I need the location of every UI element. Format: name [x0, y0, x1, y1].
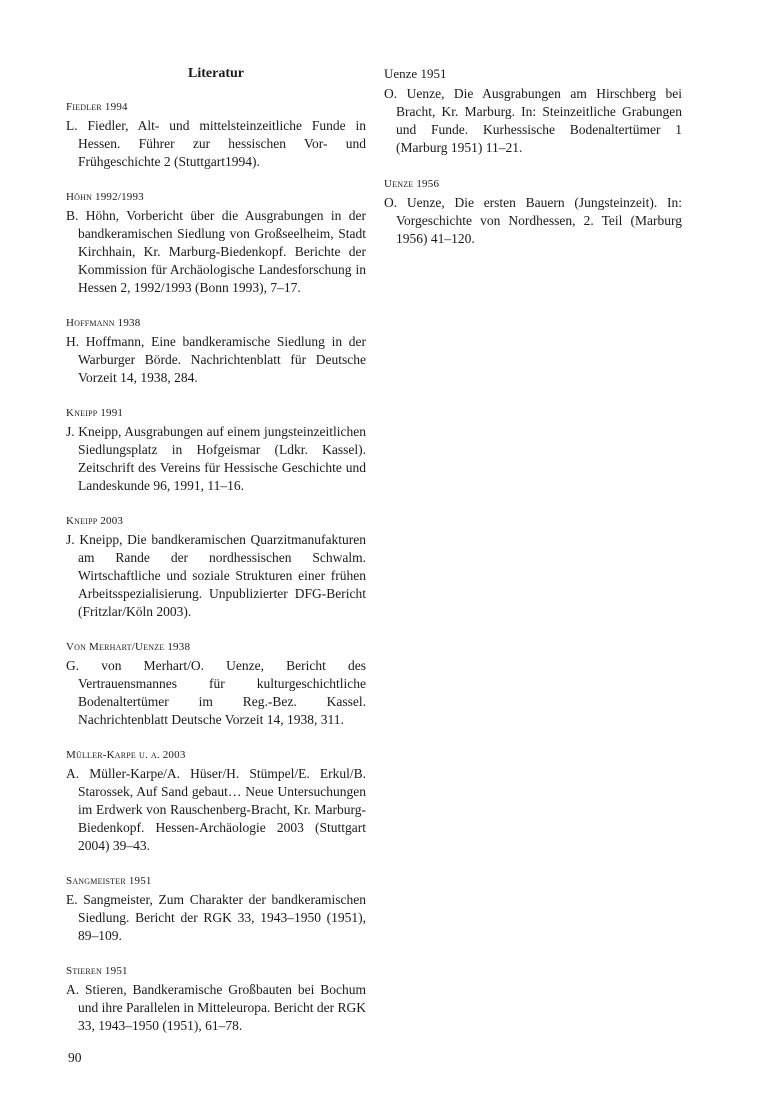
entry-key: Fiedler 1994	[66, 101, 128, 113]
entry-reference: B. Höhn, Vorbericht über die Ausgrabungen in der bandkeramischen Siedlung von Großseelheim, Stadt Kirchhain, Kr. Marburg-Biedenkopf. Berichte der Kommission für Archäologische Landesforschung in Hessen 2, 1992/1993 (Bonn 1993), 7–17.	[66, 208, 366, 295]
entry-reference: O. Uenze, Die ersten Bauern (Jungsteinzeit). In: Vorgeschichte von Nordhessen, 2. Teil (Marburg 1956) 41–120.	[384, 195, 682, 246]
entry-key: Höhn 1992/1993	[66, 191, 144, 203]
entry-key: Kneipp 2003	[66, 515, 124, 527]
entry-key: Stieren 1951	[66, 965, 128, 977]
entry-key: Uenze 1951	[384, 66, 447, 81]
bibliography-entry	[384, 177, 682, 248]
bibliography-entry	[66, 316, 366, 387]
entry-key: Sangmeister 1951	[66, 875, 152, 887]
entry-key: Hoffmann 1938	[66, 317, 141, 329]
entry-reference: A. Stieren, Bandkeramische Großbauten bei Bochum und ihre Parallelen in Mitteleuropa. Bericht der RGK 33, 1943–1950 (1951), 61–78.	[66, 982, 366, 1033]
bibliography-entry	[66, 190, 366, 297]
entry-reference: L. Fiedler, Alt- und mittelsteinzeitliche Funde in Hessen. Führer zur hessischen Vor- und Frühgeschichte 2 (Stuttgart1994).	[66, 118, 366, 169]
bibliography-entry	[66, 964, 366, 1035]
bibliography-entry	[384, 66, 682, 157]
entry-key: Uenze 1956	[384, 178, 440, 190]
entry-reference: O. Uenze, Die Ausgrabungen am Hirschberg bei Bracht, Kr. Marburg. In: Steinzeitliche Grabungen und Funde. Kurhessische Bodenaltertümer 1 (Marburg 1951) 11–21.	[384, 86, 682, 155]
entry-reference: E. Sangmeister, Zum Charakter der bandkeramischen Siedlung. Bericht der RGK 33, 1943–1950 (1951), 89–109.	[66, 892, 366, 943]
bibliography-entry	[66, 406, 366, 495]
entry-key: Von Merhart/Uenze 1938	[66, 641, 191, 653]
left-column	[66, 100, 366, 1035]
entry-reference: J. Kneipp, Die bandkeramischen Quarzitmanufakturen am Rande der nordhessischen Schwalm. Wirtschaftliche und soziale Strukturen einer frühen Arbeitsspezialisierung. Unpublizierter DFG-Bericht (Fritzlar/Köln 2003).	[66, 532, 366, 619]
section-heading: Literatur	[188, 66, 244, 81]
page-number: 90	[68, 1050, 82, 1065]
entry-reference: G. von Merhart/O. Uenze, Bericht des Vertrauensmannes für kulturgeschichtliche Bodenaltertümer im Reg.-Bez. Kassel. Nachrichtenblatt Deutsche Vorzeit 14, 1938, 311.	[66, 658, 366, 727]
bibliography-entry	[66, 100, 366, 171]
right-column	[384, 66, 682, 248]
entry-key: Müller-Karpe u. a. 2003	[66, 749, 186, 761]
entry-reference: J. Kneipp, Ausgrabungen auf einem jungsteinzeitlichen Siedlungsplatz in Hofgeismar (Ldkr. Kassel). Zeitschrift des Vereins für Hessische Geschichte und Landeskunde 96, 1991, 11–16.	[66, 424, 366, 493]
bibliography-entry	[66, 640, 366, 729]
bibliography-entry	[66, 748, 366, 855]
bibliography-entry	[66, 514, 366, 621]
entry-reference: A. Müller-Karpe/A. Hüser/H. Stümpel/E. Erkul/B. Starossek, Auf Sand gebaut… Neue Untersuchungen im Erdwerk von Rauschenberg-Bracht, Kr. Marburg-Biedenkopf. Hessen-Archäologie 2003 (Stuttgart 2004) 39–43.	[66, 766, 366, 853]
entry-key: Kneipp 1991	[66, 407, 124, 419]
entry-reference: H. Hoffmann, Eine bandkeramische Siedlung in der Warburger Börde. Nachrichtenblatt für Deutsche Vorzeit 14, 1938, 284.	[66, 334, 366, 385]
bibliography-entry	[66, 874, 366, 945]
